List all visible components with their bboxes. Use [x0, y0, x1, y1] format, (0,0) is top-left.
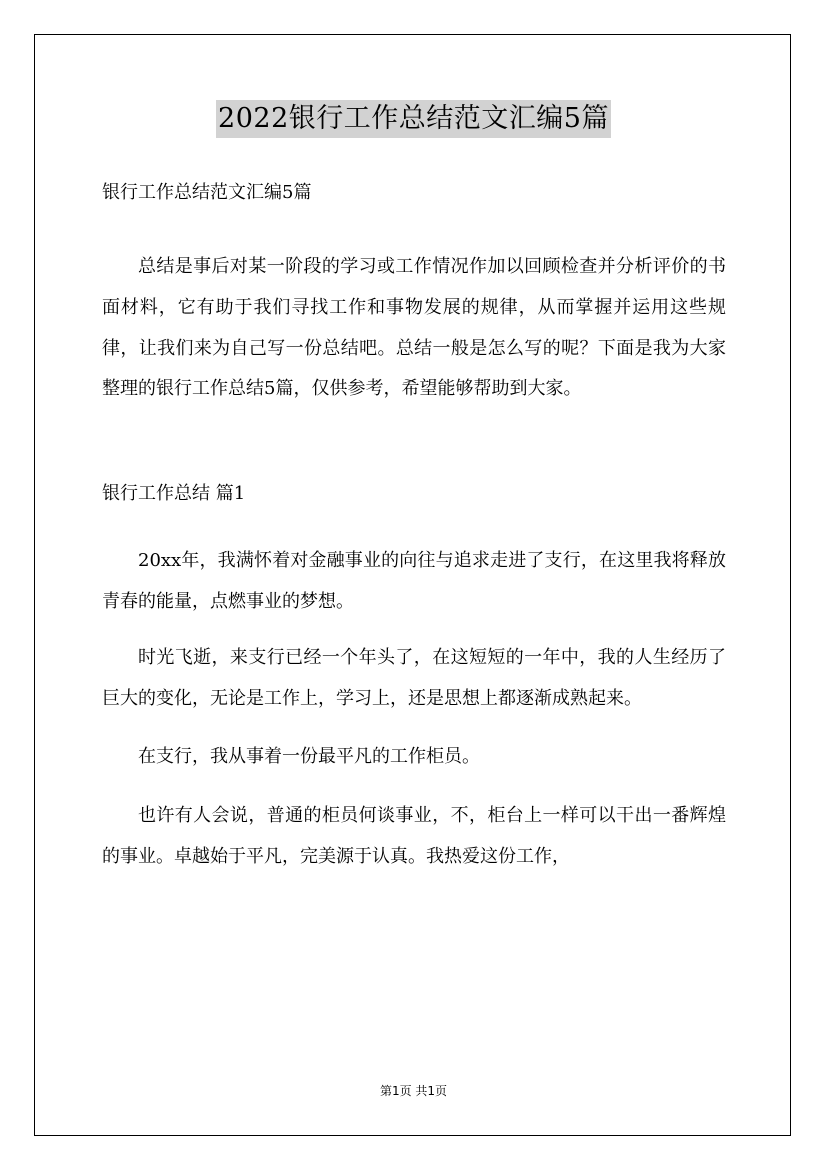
intro-paragraph: 总结是事后对某一阶段的学习或工作情况作加以回顾检查并分析评价的书面材料，它有助于我们寻找工作和事物发展的规律，从而掌握并运用这些规律，让我们来为自己写一份总结吧。总结一般是怎么写的呢？下面是我为大家整理的银行工作总结5篇，仅供参考，希望能够帮助到大家。: [102, 256, 726, 400]
section-paragraph: 在支行，我从事着一份最平凡的工作柜员。: [138, 746, 480, 768]
section-paragraph: 20xx年，我满怀着对金融事业的向往与追求走进了支行，在这里我将释放青春的能量，点燃事业的梦想。: [102, 550, 726, 612]
document-body: [102, 176, 726, 878]
document-subtitle: 银行工作总结范文汇编5篇: [102, 182, 312, 203]
page-number: 第1页 共1页: [379, 1084, 448, 1098]
section-paragraph: 时光飞逝，来支行已经一个年头了，在这短短的一年中，我的人生经历了巨大的变化，无论是工作上，学习上，还是思想上都逐渐成熟起来。: [102, 646, 726, 709]
section-paragraph: 也许有人会说，普通的柜员何谈事业，不，柜台上一样可以干出一番辉煌的事业。卓越始于平凡，完美源于认真。我热爱这份工作，: [102, 805, 726, 867]
page-footer: [0, 1082, 827, 1099]
section-heading: 银行工作总结 篇1: [102, 483, 246, 505]
document-title: 2022银行工作总结范文汇编5篇: [216, 100, 611, 138]
title-container: [0, 100, 827, 138]
